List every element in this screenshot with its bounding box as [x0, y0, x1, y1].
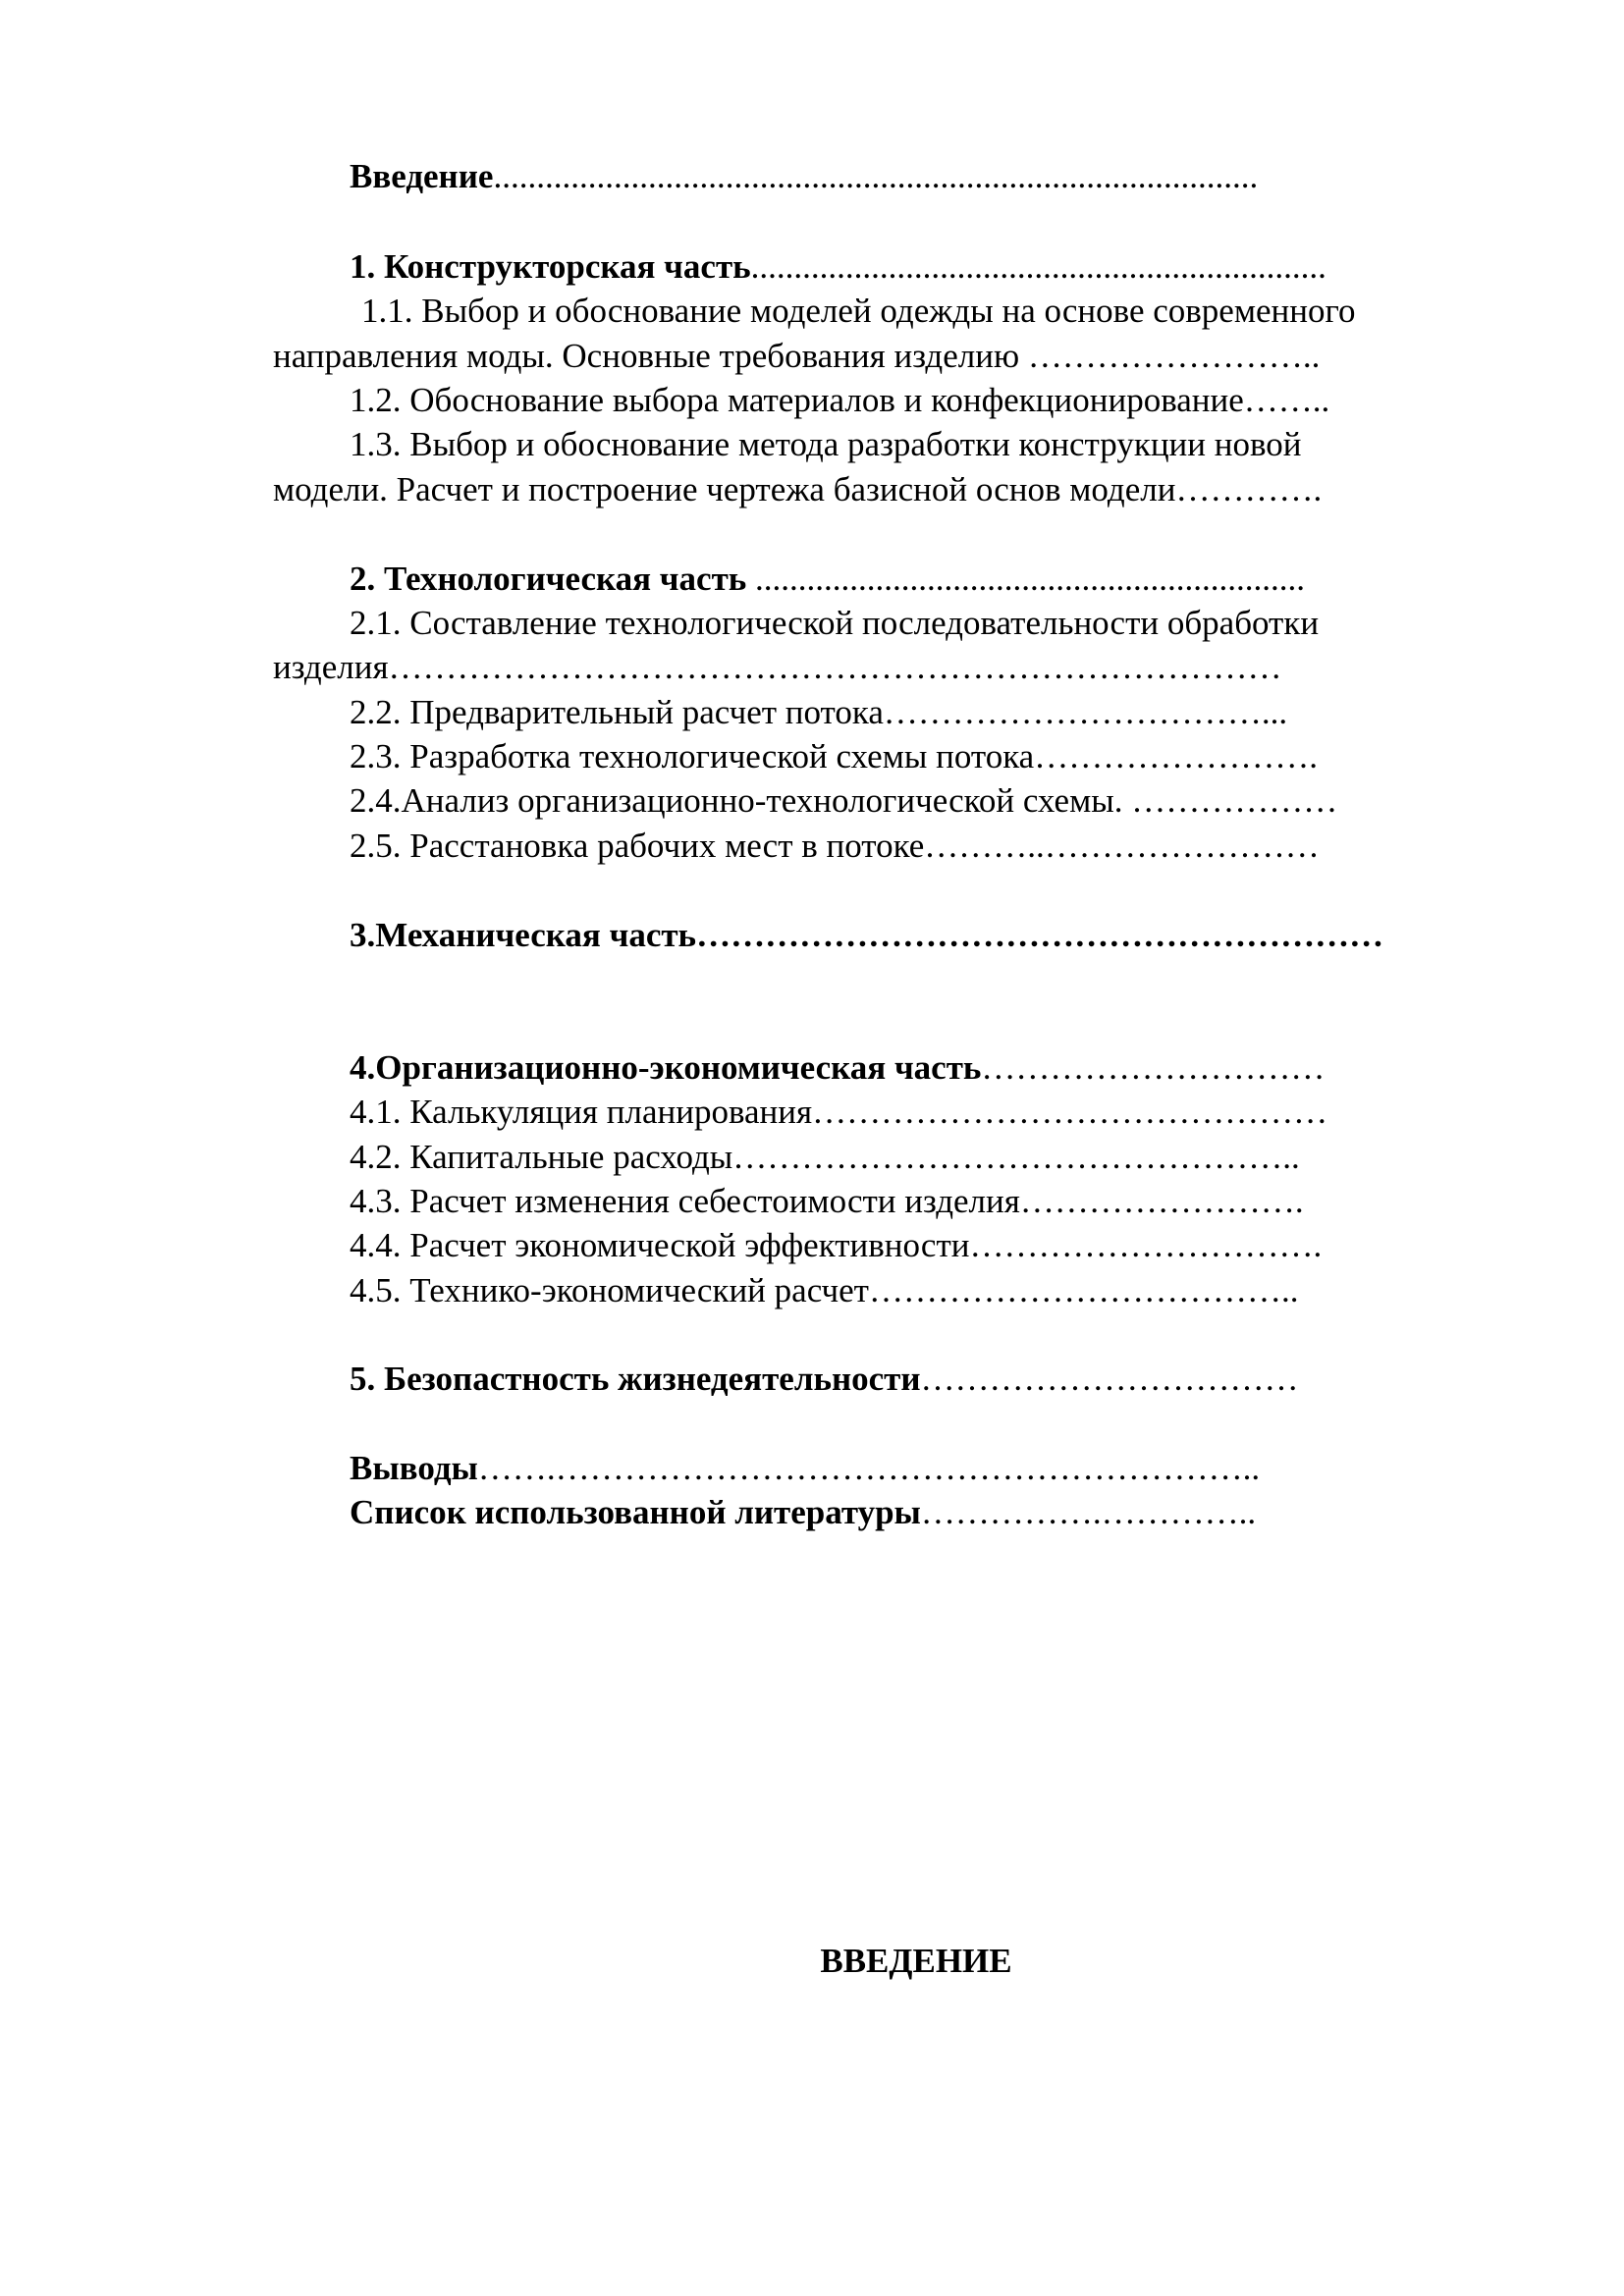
toc-leader-dots: …….…………………………………………………….. [477, 1449, 1261, 1487]
toc-leader-dots: ......................................................................................... [493, 157, 1259, 195]
toc-leader-dots: …………….………….. [920, 1493, 1257, 1531]
toc-entry-section-4 [350, 1046, 1325, 1090]
toc-entry-2-1-line-2: изделия…………………………………………………………………… [273, 648, 1282, 686]
toc-entry-conclusions [350, 1447, 1260, 1490]
toc-entry-section-3 [350, 914, 1383, 957]
toc-leader-dots: ................................................................ [746, 560, 1306, 598]
toc-entry-title: 3.Механическая часть [350, 916, 697, 954]
toc-entry-title: Выводы [350, 1449, 478, 1487]
toc-entry-1-1-line-2: направления моды. Основные требования изделию …………………….. [273, 337, 1321, 375]
section-heading-introduction: ВВЕДЕНИЕ [820, 1942, 1012, 1980]
toc-entry-title: 1. Конструкторская часть [350, 247, 751, 286]
toc-entry-1-3-line-2: модели. Расчет и построение чертежа базисной основ модели…………. [273, 470, 1323, 508]
toc-leader-dots: …………………………… [920, 1360, 1299, 1398]
toc-entry-4-2: 4.2. Капитальные расходы………………………………………….. [350, 1138, 1300, 1176]
toc-entry-section-1 [350, 245, 1326, 289]
toc-entry-title: 2. Технологическая часть [350, 560, 747, 598]
toc-entry-1-3-line-1: 1.3. Выбор и обоснование метода разработки конструкции новой [350, 425, 1302, 463]
toc-entry-4-1: 4.1. Калькуляция планирования……………………………………… [350, 1093, 1328, 1131]
toc-entry-2-2: 2.2. Предварительный расчет потока……………………………... [350, 693, 1288, 731]
toc-entry-title: Список использованной литературы [350, 1493, 921, 1531]
toc-leader-dots: ................................................................... [750, 247, 1326, 286]
toc-entry-section-5 [350, 1358, 1299, 1401]
toc-entry-title: 4.Организационно-экономическая часть [350, 1048, 982, 1087]
toc-leader-dots: …………………………………………………… [696, 916, 1384, 954]
toc-entry-1-2: 1.2. Обоснование выбора материалов и конфекционирование…….. [350, 381, 1330, 419]
toc-entry-2-5: 2.5. Расстановка рабочих мест в потоке………..…………………… [350, 827, 1320, 865]
toc-entry-references [350, 1491, 1256, 1534]
toc-entry-section-2 [350, 558, 1305, 601]
toc-entry-4-4: 4.4. Расчет экономической эффективности…………………………. [350, 1226, 1323, 1264]
toc-entry-2-1-line-1: 2.1. Составление технологической последовательности обработки [350, 604, 1320, 642]
toc-entry-4-5: 4.5. Технико-экономический расчет……………………………….. [350, 1271, 1299, 1309]
toc-leader-dots: ………………………… [981, 1048, 1326, 1087]
toc-entry-2-3: 2.3. Разработка технологической схемы потока……………………. [350, 737, 1318, 775]
toc-entry-2-4: 2.4.Анализ организационно-технологической схемы. ……………… [350, 781, 1338, 820]
toc-entry-1-1-line-1: 1.1. Выбор и обоснование моделей одежды на основе современного [361, 292, 1356, 330]
toc-entry-title: Введение [350, 157, 494, 195]
toc-entry-intro [350, 155, 1258, 198]
toc-entry-title: 5. Безопастность жизнедеятельности [350, 1360, 921, 1398]
toc-entry-4-3: 4.3. Расчет изменения себестоимости изделия……………………. [350, 1182, 1304, 1220]
